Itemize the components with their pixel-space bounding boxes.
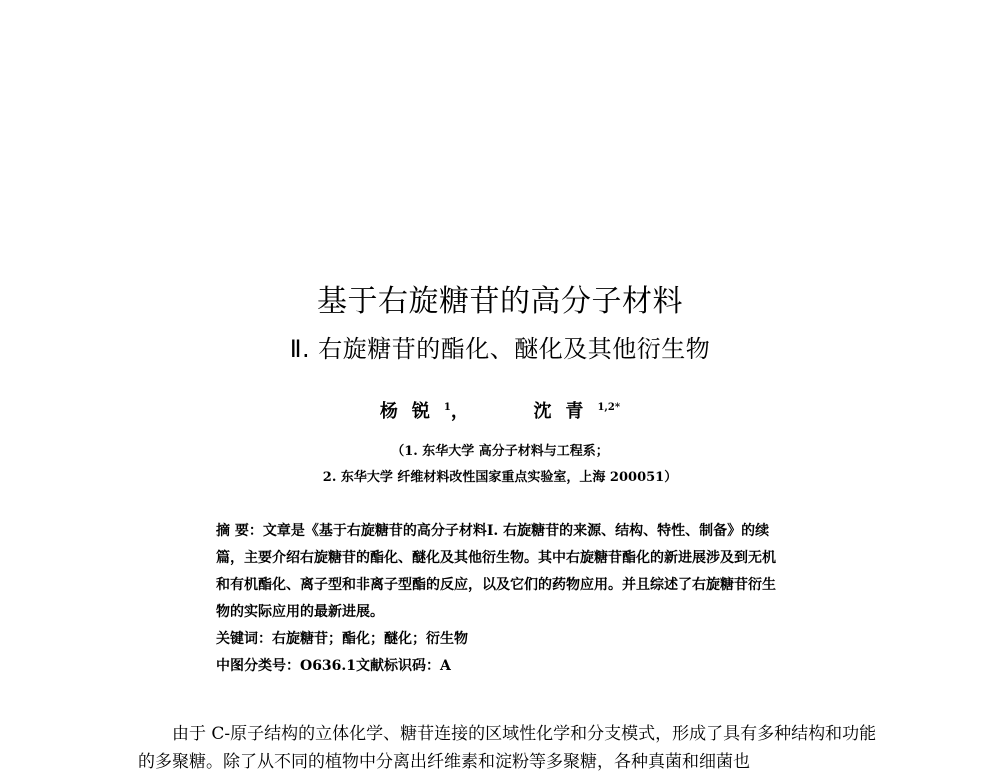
clc-value: O636.1	[300, 658, 357, 674]
abstract-block	[216, 518, 786, 680]
paper-subtitle: Ⅱ. 右旋糖苷的酯化、醚化及其他衍生物	[289, 335, 711, 363]
paper-title: 基于右旋糖苷的高分子材料	[317, 284, 683, 319]
abstract-paragraph	[216, 518, 786, 626]
doc-code-label: 文献标识码：	[356, 658, 440, 674]
author-2	[533, 397, 620, 423]
keywords-line	[216, 626, 786, 653]
author-1	[380, 397, 469, 423]
author-separator: ，	[450, 401, 469, 422]
affiliation-1: （1. 东华大学 高分子材料与工程系；	[391, 444, 609, 459]
author-name: 沈青	[533, 401, 598, 422]
author-affiliation-mark: 1	[443, 402, 451, 413]
clc-label: 中图分类号：	[216, 658, 300, 674]
author-line	[0, 397, 1000, 423]
keywords-value: 右旋糖苷；酯化；醚化；衍生物	[272, 631, 468, 647]
keywords-label: 关键词：	[216, 631, 272, 647]
author-affiliation-mark: 1,2*	[597, 402, 621, 413]
author-name: 杨锐	[379, 401, 444, 422]
affiliation-2: 2. 东华大学 纤维材料改性国家重点实验室，上海 200051）	[322, 470, 678, 485]
body-text	[138, 720, 878, 776]
abstract-label: 摘 要：	[216, 523, 263, 539]
doc-code-value: A	[440, 658, 451, 674]
abstract-text: 文章是《基于右旋糖苷的高分子材料Ⅰ. 右旋糖苷的来源、结构、特性、制备》的续篇，主要介绍右旋糖苷的酯化、醚化及其他衍生物。其中右旋糖苷酯化的新进展涉及到无机和有机酯化、离子型和非离子型酯的反应，以及它们的药物应用。并且综述了右旋糖苷衍生物的实际应用的最新进展。	[216, 523, 776, 620]
body-paragraph: 由于 C-原子结构的立体化学、糖苷连接的区域性化学和分支模式，形成了具有多种结构和功能的多聚糖。除了从不同的植物中分离出纤维素和淀粉等多聚糖，各种真菌和细菌也	[138, 724, 877, 772]
classification-line	[216, 653, 786, 680]
